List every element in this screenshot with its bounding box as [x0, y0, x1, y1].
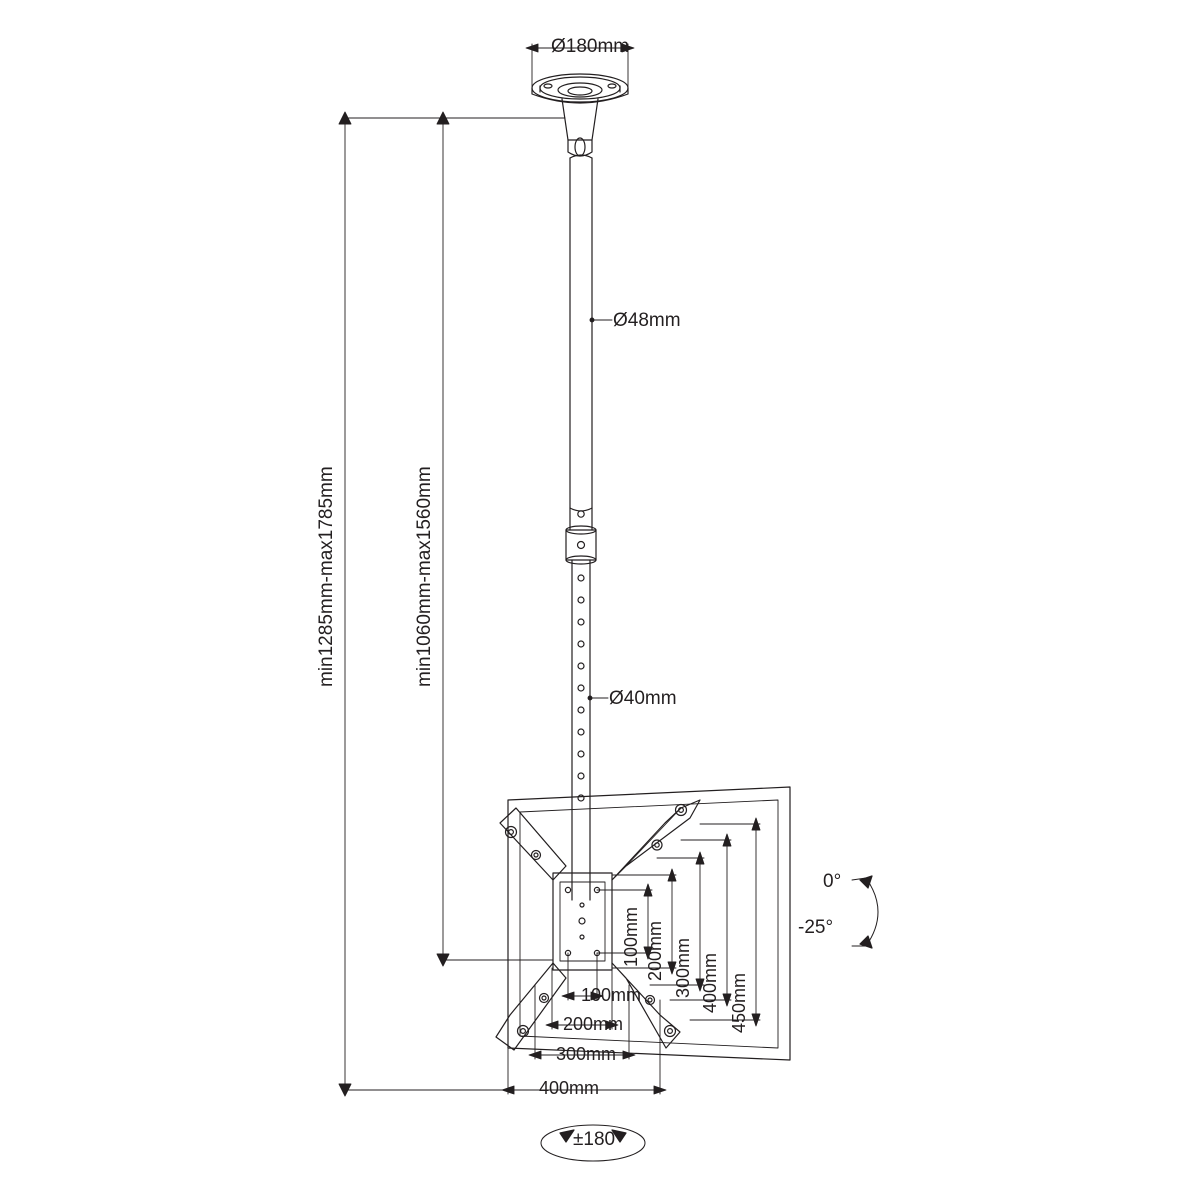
label-tilt-bottom: -25°: [798, 917, 834, 938]
label-upper-tube-diameter: Ø48mm: [613, 310, 681, 331]
ceiling-plate-assembly: [532, 74, 628, 156]
label-vesa-v-300: 300mm: [673, 937, 693, 998]
tilt-indicator: [852, 876, 878, 948]
label-tilt-top: 0°: [823, 871, 842, 892]
diameter-40-leader: [588, 696, 608, 700]
upper-tube: [570, 155, 592, 530]
label-rotation: ±180°: [573, 1129, 623, 1150]
label-vesa-h-200: 200mm: [563, 1014, 624, 1034]
height-dimension-lines: [339, 112, 565, 1096]
label-vesa-h-300: 300mm: [556, 1044, 617, 1064]
label-ceiling-plate-diameter: Ø180mm: [551, 36, 630, 57]
label-vesa-h-100: 100mm: [581, 985, 642, 1005]
tube-collar: [566, 526, 596, 564]
label-vesa-v-200: 200mm: [645, 920, 665, 981]
label-vesa-v-450: 450mm: [729, 972, 749, 1033]
label-lower-tube-diameter: Ø40mm: [609, 688, 677, 709]
label-vesa-v-400: 400mm: [700, 952, 720, 1013]
lower-tube: [572, 560, 590, 900]
label-tube-height-range: min1060mm-max1560mm: [414, 466, 435, 687]
label-total-height-range: min1285mm-max1785mm: [316, 466, 337, 687]
label-vesa-v-100: 100mm: [621, 906, 641, 967]
vesa-bracket: [496, 800, 700, 1050]
label-vesa-h-400: 400mm: [539, 1078, 600, 1098]
diameter-48-leader: [590, 318, 612, 322]
